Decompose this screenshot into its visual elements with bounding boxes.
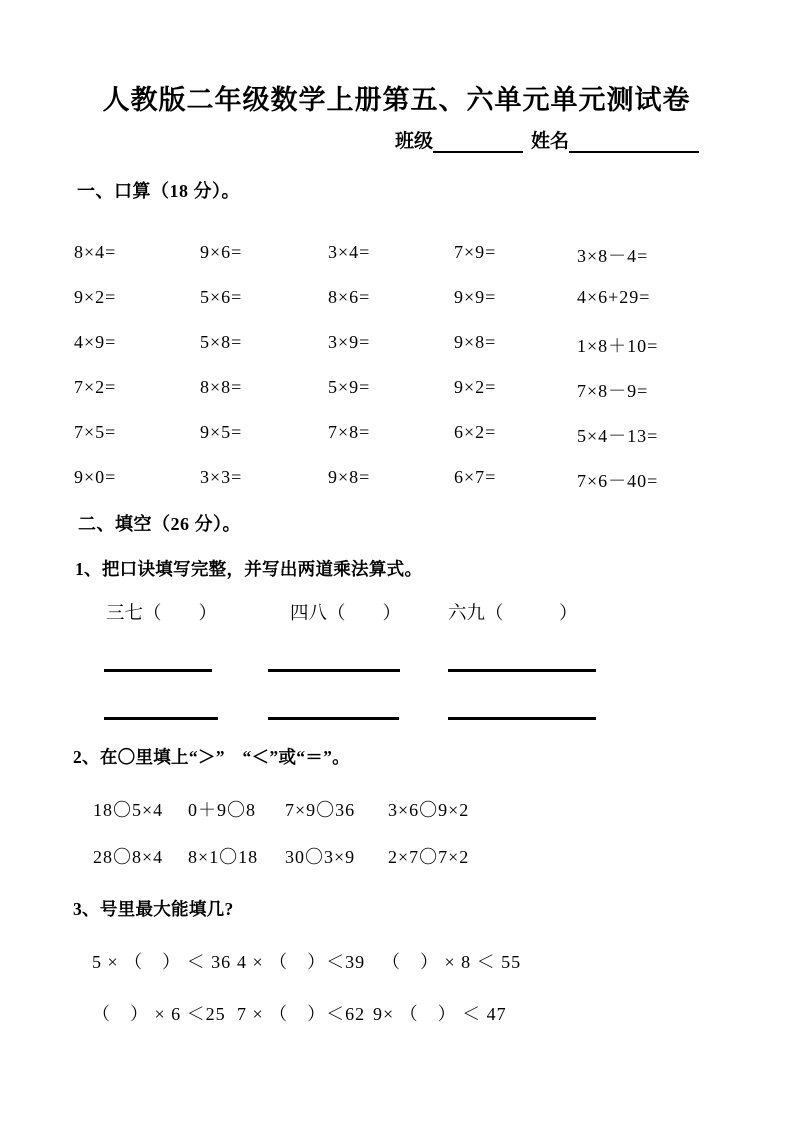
calc-problem: 9×2= — [74, 287, 117, 307]
max-fill-row — [92, 948, 772, 974]
calc-problem: 6×7= — [454, 467, 497, 487]
answer-blank-line[interactable] — [104, 669, 212, 672]
compare-problem: 7×9〇36 — [285, 800, 356, 820]
kouju-item: 四八（ ） — [290, 604, 402, 624]
calc-row — [74, 332, 774, 377]
answer-blank-line[interactable] — [268, 717, 399, 720]
kouju-item: 三七（ ） — [106, 604, 218, 624]
compare-problem: 2×7〇7×2 — [388, 847, 470, 867]
calc-problem: 9×9= — [454, 287, 497, 307]
max-fill-problem: 5 × （ ） ＜ 36 — [92, 952, 232, 972]
calc-problem: 8×6= — [328, 287, 371, 307]
name-blank-field[interactable] — [569, 132, 699, 153]
question2-text: 2、在〇里填上“＞” “＜”或“＝”。 — [73, 747, 350, 767]
max-fill-row — [92, 1000, 772, 1026]
section1-heading: 一、口算（18 分）。 — [77, 181, 240, 201]
answer-blank-line[interactable] — [448, 669, 596, 672]
calc-problem: 3×9= — [328, 332, 371, 352]
calc-problem: 9×0= — [74, 467, 117, 487]
calc-problem: 7×6－40= — [577, 471, 659, 491]
answer-blank-line[interactable] — [268, 669, 400, 672]
calc-problem: 5×8= — [200, 332, 243, 352]
question1-text: 1、把口诀填写完整，并写出两道乘法算式。 — [75, 559, 423, 579]
compare-problem: 8×1〇18 — [188, 847, 259, 867]
kouju-row — [0, 599, 793, 625]
calc-problem: 6×2= — [454, 422, 497, 442]
compare-row — [93, 843, 753, 869]
max-fill-problem: 7 × （ ）＜62 — [237, 1004, 366, 1024]
calc-problem: 3×3= — [200, 467, 243, 487]
calc-problem: 9×2= — [454, 377, 497, 397]
calc-row — [74, 422, 774, 467]
question3-text: 3、号里最大能填几? — [73, 899, 234, 919]
calc-problem: 5×4－13= — [577, 426, 659, 446]
answer-blank-line[interactable] — [448, 717, 596, 720]
max-fill-problem: （ ） × 8 ＜ 55 — [382, 952, 522, 972]
name-label: 姓名 — [531, 131, 570, 152]
calc-problem: 4×9= — [74, 332, 117, 352]
section2-heading: 二、填空（26 分）。 — [78, 514, 241, 534]
calc-row — [74, 242, 774, 287]
compare-problem: 28〇8×4 — [93, 847, 164, 867]
calc-problem: 1×8＋10= — [577, 336, 659, 356]
class-blank-field[interactable] — [433, 132, 523, 153]
calc-problem: 7×8= — [328, 422, 371, 442]
page-title: 人教版二年级数学上册第五、六单元单元测试卷 — [102, 85, 691, 115]
calc-problem: 8×4= — [74, 242, 117, 262]
answer-blank-line[interactable] — [104, 717, 218, 720]
calc-problem: 7×5= — [74, 422, 117, 442]
max-fill-problem: （ ） × 6 ＜25 — [92, 1004, 226, 1024]
oral-calc-grid — [74, 242, 774, 512]
calc-problem: 7×8－9= — [577, 381, 649, 401]
calc-problem: 8×8= — [200, 377, 243, 397]
calc-problem: 9×8= — [454, 332, 497, 352]
kouju-item: 六九（ ） — [448, 604, 578, 624]
calc-problem: 9×8= — [328, 467, 371, 487]
compare-problem: 30〇3×9 — [285, 847, 356, 867]
calc-row — [74, 467, 774, 512]
calc-problem: 7×2= — [74, 377, 117, 397]
calc-row — [74, 377, 774, 422]
calc-row — [74, 287, 774, 332]
calc-problem: 9×6= — [200, 242, 243, 262]
max-fill-problem: 4 × （ ）＜39 — [237, 952, 366, 972]
compare-problem: 18〇5×4 — [93, 800, 164, 820]
compare-problem: 0＋9〇8 — [188, 800, 256, 820]
calc-problem: 4×6+29= — [577, 287, 651, 307]
calc-problem: 7×9= — [454, 242, 497, 262]
calc-problem: 9×5= — [200, 422, 243, 442]
compare-problem: 3×6〇9×2 — [388, 800, 470, 820]
calc-problem: 3×8－4= — [577, 246, 649, 266]
class-label: 班级 — [395, 131, 434, 152]
calc-problem: 5×9= — [328, 377, 371, 397]
calc-problem: 5×6= — [200, 287, 243, 307]
compare-row — [93, 796, 753, 822]
calc-problem: 3×4= — [328, 242, 371, 262]
max-fill-problem: 9× （ ） ＜ 47 — [373, 1004, 507, 1024]
student-info-line — [395, 126, 699, 153]
